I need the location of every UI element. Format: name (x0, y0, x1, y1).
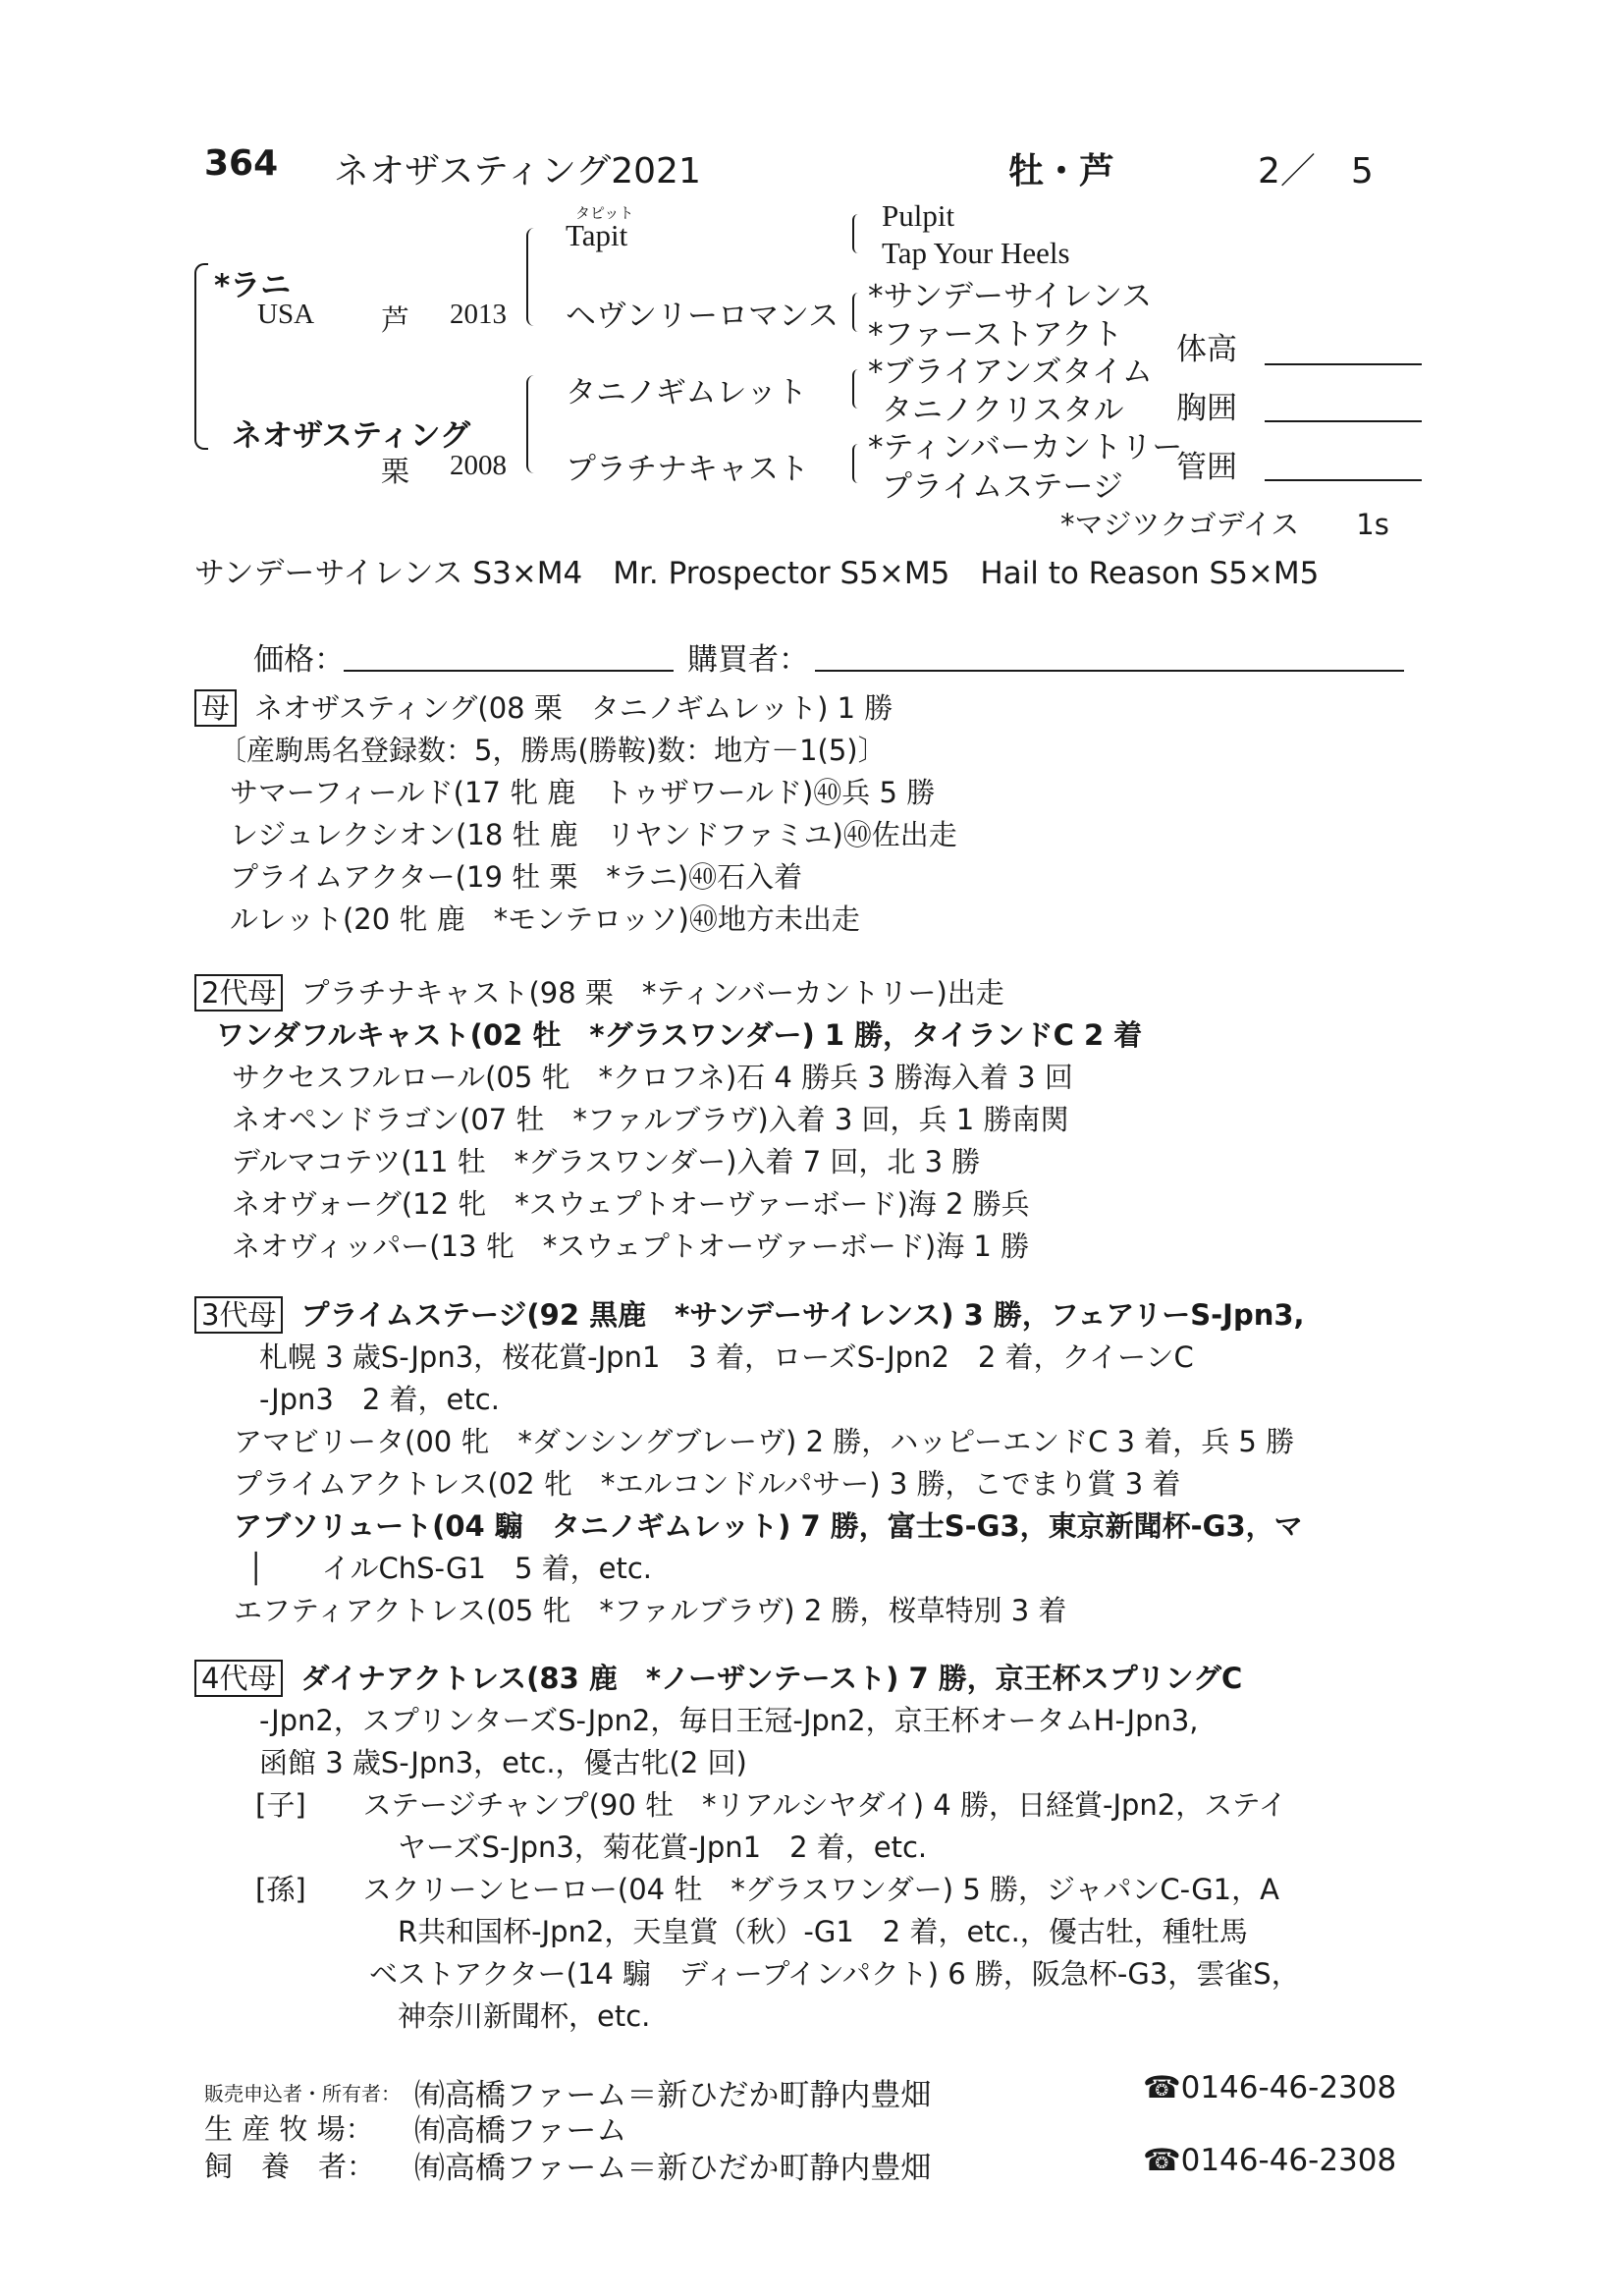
cannon-blank[interactable] (1265, 479, 1422, 481)
buyer-blank[interactable] (815, 670, 1404, 672)
ss-brace (852, 214, 862, 253)
second-dam-line: ネオペンドラゴン(07 牡 *ファルブラヴ)入着 3 回，兵 1 勝南関 (232, 1103, 1069, 1136)
fourth-dam-line: [孫] スクリーンヒーロー(04 牡 *グラスワンダー) 5 勝，ジャパンC-G1，A (255, 1873, 1279, 1906)
height-blank[interactable] (1265, 363, 1422, 365)
dam-year: 2008 (450, 450, 507, 481)
birth-date: 2／ 5 (1258, 151, 1374, 191)
dam-line: 〔産駒馬名登録数：5，勝馬(勝鞍)数：地方－1(5)〕 (218, 734, 887, 767)
dam-color: 栗 (381, 457, 410, 488)
second-dam-line: デルマコテツ(11 牡 *グラスワンダー)入着 7 回，北 3 勝 (232, 1145, 981, 1178)
sire-year: 2013 (450, 299, 507, 330)
third-dam-line: プライムステージ(92 黒鹿 *サンデーサイレンス) 3 勝，フェアリーS-Jpn3, (300, 1298, 1305, 1332)
inbreeding-line: サンデーサイレンス S3×M4 Mr. Prospector S5×M5 Hail to Reason S5×M5 (194, 556, 1320, 591)
dd-brace (852, 444, 862, 483)
sd-brace (852, 293, 862, 332)
fourth-dam-line: ベストアクター(14 騸 ディープインパクト) 6 勝，阪急杯-G3，雲雀S， (255, 1957, 1300, 1991)
keeper-phone: ☎0146-46-2308 (1143, 2143, 1397, 2178)
chest-blank[interactable] (1265, 420, 1422, 422)
keeper-value: ㈲高橋ファーム＝新ひだか町静内豊畑 (414, 2151, 932, 2186)
dam-sire-name: タニノギムレット (566, 375, 808, 410)
dds-name: *ティンバーカントリー (868, 430, 1183, 465)
ddd-name: プライムステージ (882, 469, 1123, 505)
ds-brace (852, 369, 862, 409)
third-dam-label: 3代母 (194, 1296, 283, 1334)
fourth-dam-section (194, 1658, 1300, 2038)
second-dam-line: ワンダフルキャスト(02 牡 *グラスワンダー) 1 勝，タイランドC 2 着 (216, 1018, 1143, 1052)
third-dam-line: -Jpn3 2 着，etc. (259, 1383, 500, 1416)
sex-color: 牡・芦 (1008, 151, 1115, 191)
fourth-dam-line: 神奈川新聞杯，etc. (255, 1999, 651, 2033)
fourth-dam-line: [子] ステージチャンプ(90 牡 *リアルシヤダイ) 4 勝，日経賞-Jpn2，ステイ (255, 1788, 1287, 1822)
second-dam-line: ネオヴォーグ(12 牝 *スウェプトオーヴァーボード)海 2 勝兵 (232, 1187, 1030, 1221)
dam-section-label: 母 (194, 689, 237, 727)
sire-name: *ラニ (214, 268, 292, 303)
price-label: 価格： (253, 642, 345, 678)
fourth-dam-line: R共和国杯-Jpn2，天皇賞（秋）-G1 2 着，etc.，優古牡，種牡馬 (255, 1915, 1248, 1948)
fourth-dam-line: ヤーズS-Jpn3，菊花賞-Jpn1 2 着，etc. (255, 1831, 928, 1864)
third-dam-line: プライムアクトレス(02 牝 *エルコンドルパサー) 3 勝，こでまり賞 3 着 (234, 1467, 1181, 1501)
seller-value: ㈲高橋ファーム＝新ひだか町静内豊畑 (414, 2078, 932, 2113)
extra-pedigree-line: *マジツクゴデイス 1s (1060, 508, 1389, 541)
second-dam-label: 2代母 (194, 974, 283, 1011)
lot-number: 364 (204, 143, 279, 184)
second-dam-line: ネオヴィッパー(13 牝 *スウェプトオーヴァーボード)海 1 勝 (232, 1230, 1030, 1263)
sire-sire-ruby: タピット (575, 204, 634, 222)
fourth-dam-label: 4代母 (194, 1660, 283, 1697)
cannon-label: 管囲 (1176, 450, 1237, 485)
third-dam-line: 札幌 3 歳S-Jpn3，桜花賞-Jpn1 3 着，ローズS-Jpn2 2 着，クイーンC (259, 1340, 1194, 1374)
sss-name: Pulpit (882, 198, 955, 233)
price-blank[interactable] (344, 670, 674, 672)
dam-line: ルレット(20 牝 鹿 *モンテロッソ)㊵地方未出走 (230, 902, 860, 936)
sds-name: *サンデーサイレンス (868, 279, 1153, 314)
keeper-label: 飼 養 者： (204, 2150, 376, 2183)
horse-name: ネオザスティング2021 (334, 151, 701, 191)
sire-brace (526, 228, 538, 326)
sire-dam-brace (194, 263, 208, 450)
dam-line: プライムアクター(19 牡 栗 *ラニ)㊵石入着 (230, 860, 803, 894)
seller-label: 販売申込者・所有者： (204, 2082, 401, 2105)
dsd-name: タニノクリスタル (882, 393, 1124, 428)
dam-line: レジュレクシオン(18 牡 鹿 リヤンドファミユ)㊵佐出走 (230, 818, 957, 851)
dam-line: サマーフィールド(17 牝 鹿 トゥザワールド)㊵兵 5 勝 (230, 776, 936, 809)
dss-name: *ブライアンズタイム (868, 355, 1153, 390)
second-dam-line: サクセスフルロール(05 牝 *クロフネ)石 4 勝兵 3 勝海入着 3 回 (232, 1061, 1073, 1094)
third-dam-line: エフティアクトレス(05 牝 *ファルブラヴ) 2 勝，桜草特別 3 着 (234, 1594, 1067, 1627)
dam-brace (526, 375, 538, 473)
second-dam-section (194, 972, 1142, 1268)
sdd-name: *ファーストアクト (868, 317, 1123, 353)
breeder-label: 生 産 牧 場： (204, 2112, 374, 2146)
fourth-dam-line: 函館 3 歳S-Jpn3，etc.，優古牝(2 回) (259, 1746, 747, 1779)
sire-origin: USA (257, 299, 315, 330)
dam-name: ネオザスティング (232, 418, 471, 454)
buyer-label: 購買者： (687, 642, 809, 678)
dam-section (194, 687, 957, 941)
dam-dam-name: プラチナキャスト (566, 452, 809, 487)
second-dam-line: プラチナキャスト(98 栗 *ティンバーカントリー)出走 (300, 976, 1004, 1010)
third-dam-line: │ イルChS-G1 5 着，etc. (247, 1552, 652, 1585)
seller-phone: ☎0146-46-2308 (1143, 2070, 1397, 2105)
breeder-value: ㈲高橋ファーム (414, 2113, 627, 2149)
third-dam-line: アブソリュート(04 騸 タニノギムレット) 7 勝，富士S-G3，東京新聞杯-G3，マ (234, 1509, 1303, 1543)
third-dam-line: アマビリータ(00 牝 *ダンシングブレーヴ) 2 勝，ハッピーエンドC 3 着，兵 5 勝 (234, 1425, 1295, 1458)
dam-line: ネオザスティング(08 栗 タニノギムレット) 1 勝 (254, 691, 893, 725)
chest-label: 胸囲 (1176, 391, 1237, 426)
ssd-name: Tap Your Heels (882, 236, 1070, 270)
fourth-dam-line: ダイナアクトレス(83 鹿 *ノーザンテースト) 7 勝，京王杯スプリングC (300, 1662, 1243, 1695)
fourth-dam-line: -Jpn2，スプリンターズS-Jpn2，毎日王冠-Jpn2，京王杯オータムH-Jpn3, (259, 1704, 1199, 1737)
height-label: 体高 (1176, 332, 1237, 367)
sire-dam-name: ヘヴンリーロマンス (566, 299, 839, 334)
third-dam-section (194, 1294, 1305, 1632)
sire-sire-name: Tapit (566, 218, 628, 252)
sire-color: 芦 (381, 305, 410, 337)
